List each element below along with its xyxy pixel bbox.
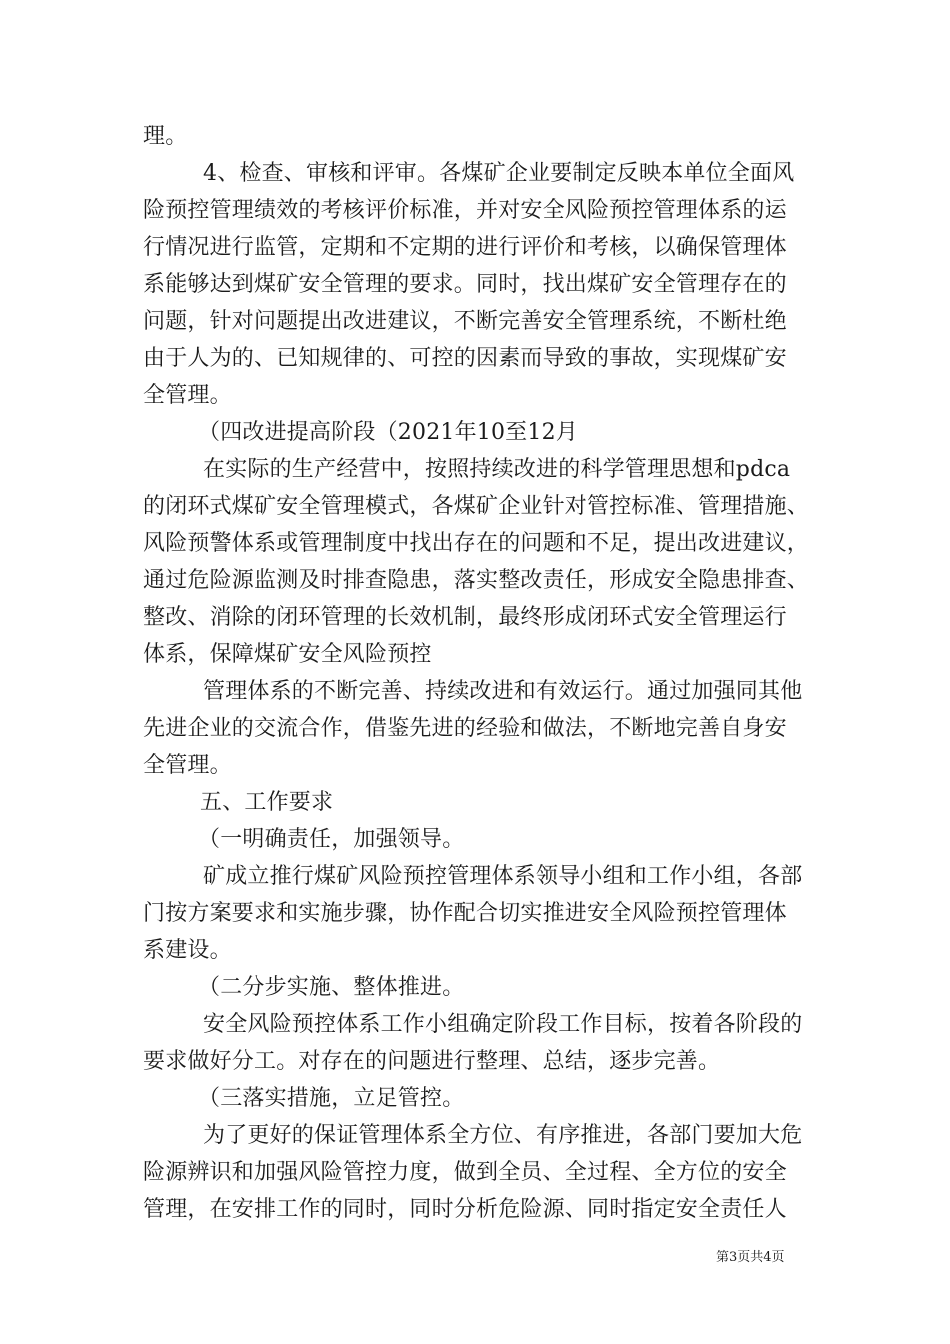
subsection-heading: （三落实措施，立足管控。 [198, 1086, 465, 1111]
text-line: 为了更好的保证管理体系全方位、有序推进，各部门要加大危 [203, 1123, 803, 1148]
text-line: 问题，针对问题提出改进建议，不断完善安全管理系统，不断杜绝 [143, 309, 787, 334]
text-line: 矿成立推行煤矿风险预控管理体系领导小组和工作小组，各部 [203, 864, 803, 889]
text-line: 系能够达到煤矿安全管理的要求。同时，找出煤矿安全管理存在的 [143, 272, 787, 297]
text-line: 体系，保障煤矿安全风险预控 [143, 642, 432, 667]
section-heading: 五、工作要求 [200, 790, 334, 815]
subsection-heading: （一明确责任，加强领导。 [198, 827, 465, 852]
text-line: 整改、消除的闭环管理的长效机制，最终形成闭环式安全管理运行 [143, 605, 787, 630]
text-line: 系建设。 [143, 938, 232, 963]
text-line: 在实际的生产经营中，按照持续改进的科学管理思想和pdca [203, 457, 791, 482]
text-line: 风险预警体系或管理制度中找出存在的问题和不足，提出改进建议， [143, 531, 810, 556]
text-line: 先进企业的交流合作，借鉴先进的经验和做法，不断地完善自身安 [143, 716, 787, 741]
text-line: 由于人为的、已知规律的、可控的因素而导致的事故，实现煤矿安 [143, 346, 787, 371]
text-line: 管理，在安排工作的同时，同时分析危险源、同时指定安全责任人 [143, 1197, 787, 1222]
text-line: 全管理。 [143, 383, 232, 408]
text-line: 的闭环式煤矿安全管理模式，各煤矿企业针对管控标准、管理措施、 [143, 494, 810, 519]
text-line: 全管理。 [143, 753, 232, 778]
text-line: 门按方案要求和实施步骤，协作配合切实推进安全风险预控管理体 [143, 901, 787, 926]
text-line: 理。 [143, 124, 188, 149]
text-line: 安全风险预控体系工作小组确定阶段工作目标，按着各阶段的 [203, 1012, 803, 1037]
text-line: 4、检查、审核和评审。各煤矿企业要制定反映本单位全面风 [203, 161, 795, 186]
text-line: 通过危险源监测及时排查隐患，落实整改责任，形成安全隐患排查、 [143, 568, 810, 593]
page-number: 第3页共4页 [716, 1250, 785, 1265]
text-line: 险预控管理绩效的考核评价标准，并对安全风险预控管理体系的运 [143, 198, 787, 223]
subsection-heading: （二分步实施、整体推进。 [198, 975, 465, 1000]
text-line: 要求做好分工。对存在的问题进行整理、总结，逐步完善。 [143, 1049, 721, 1074]
text-line: 行情况进行监管，定期和不定期的进行评价和考核，以确保管理体 [143, 235, 787, 260]
section-heading: （四改进提高阶段（2021年10至12月 [198, 420, 578, 445]
text-line: 管理体系的不断完善、持续改进和有效运行。通过加强同其他 [203, 679, 803, 704]
text-line: 险源辨识和加强风险管控力度，做到全员、全过程、全方位的安全 [143, 1160, 787, 1185]
